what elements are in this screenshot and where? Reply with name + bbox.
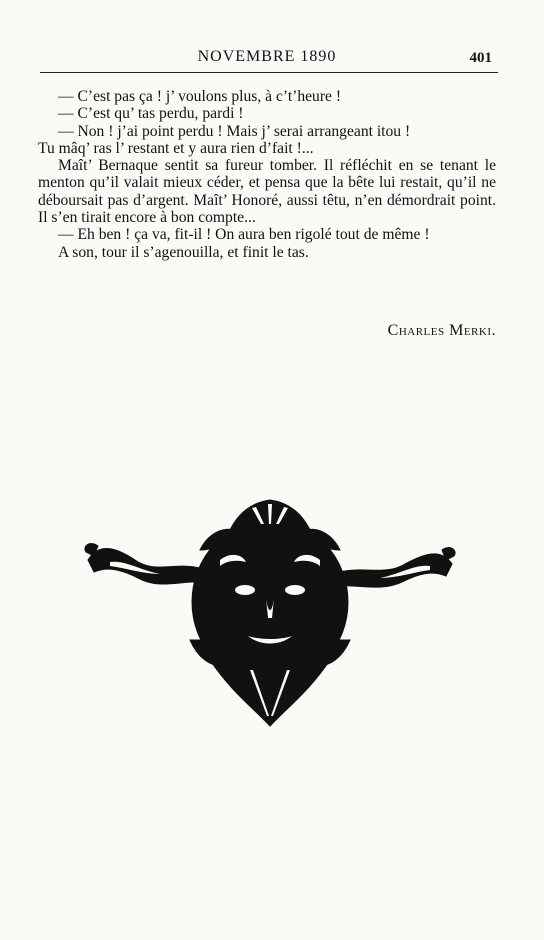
mask-ornament-icon: [80, 490, 460, 730]
dialogue-line: Tu mâq’ ras l’ restant et y aura rien d’fait !...: [38, 139, 314, 157]
dialogue-line: — Eh ben ! ça va, fit-il ! On aura ben rigolé tout de même !: [58, 226, 430, 244]
body-text: [38, 88, 496, 261]
closing-line: A son, tour il s’agenouilla, et finit le tas.: [58, 243, 309, 261]
page-number: 401: [469, 50, 492, 66]
dialogue-line: — C’est qu’ tas perdu, pardi !: [58, 105, 244, 123]
page-header: [40, 44, 494, 72]
header-rule: [40, 72, 498, 73]
dialogue-line: — Non ! j’ai point perdu ! Mais j’ serai arrangeant itou !: [58, 122, 411, 140]
running-title: NOVEMBRE 1890: [197, 48, 337, 65]
narrative-paragraph: Maît’ Bernaque sentit sa fureur tomber. Il réfléchit en se tenant le menton qu’il valait mieux céder, et pensa que la bête lui restait, qu’il ne déboursait pas d’argent. Maît’ Honoré, aussi têtu, n’en démordrait point. Il s’en tirait encore à bon compte...: [38, 157, 496, 227]
author-signature: Charles Merki.: [387, 322, 496, 339]
dialogue-line: — C’est pas ça ! j’ voulons plus, à c’t’heure !: [58, 88, 342, 105]
